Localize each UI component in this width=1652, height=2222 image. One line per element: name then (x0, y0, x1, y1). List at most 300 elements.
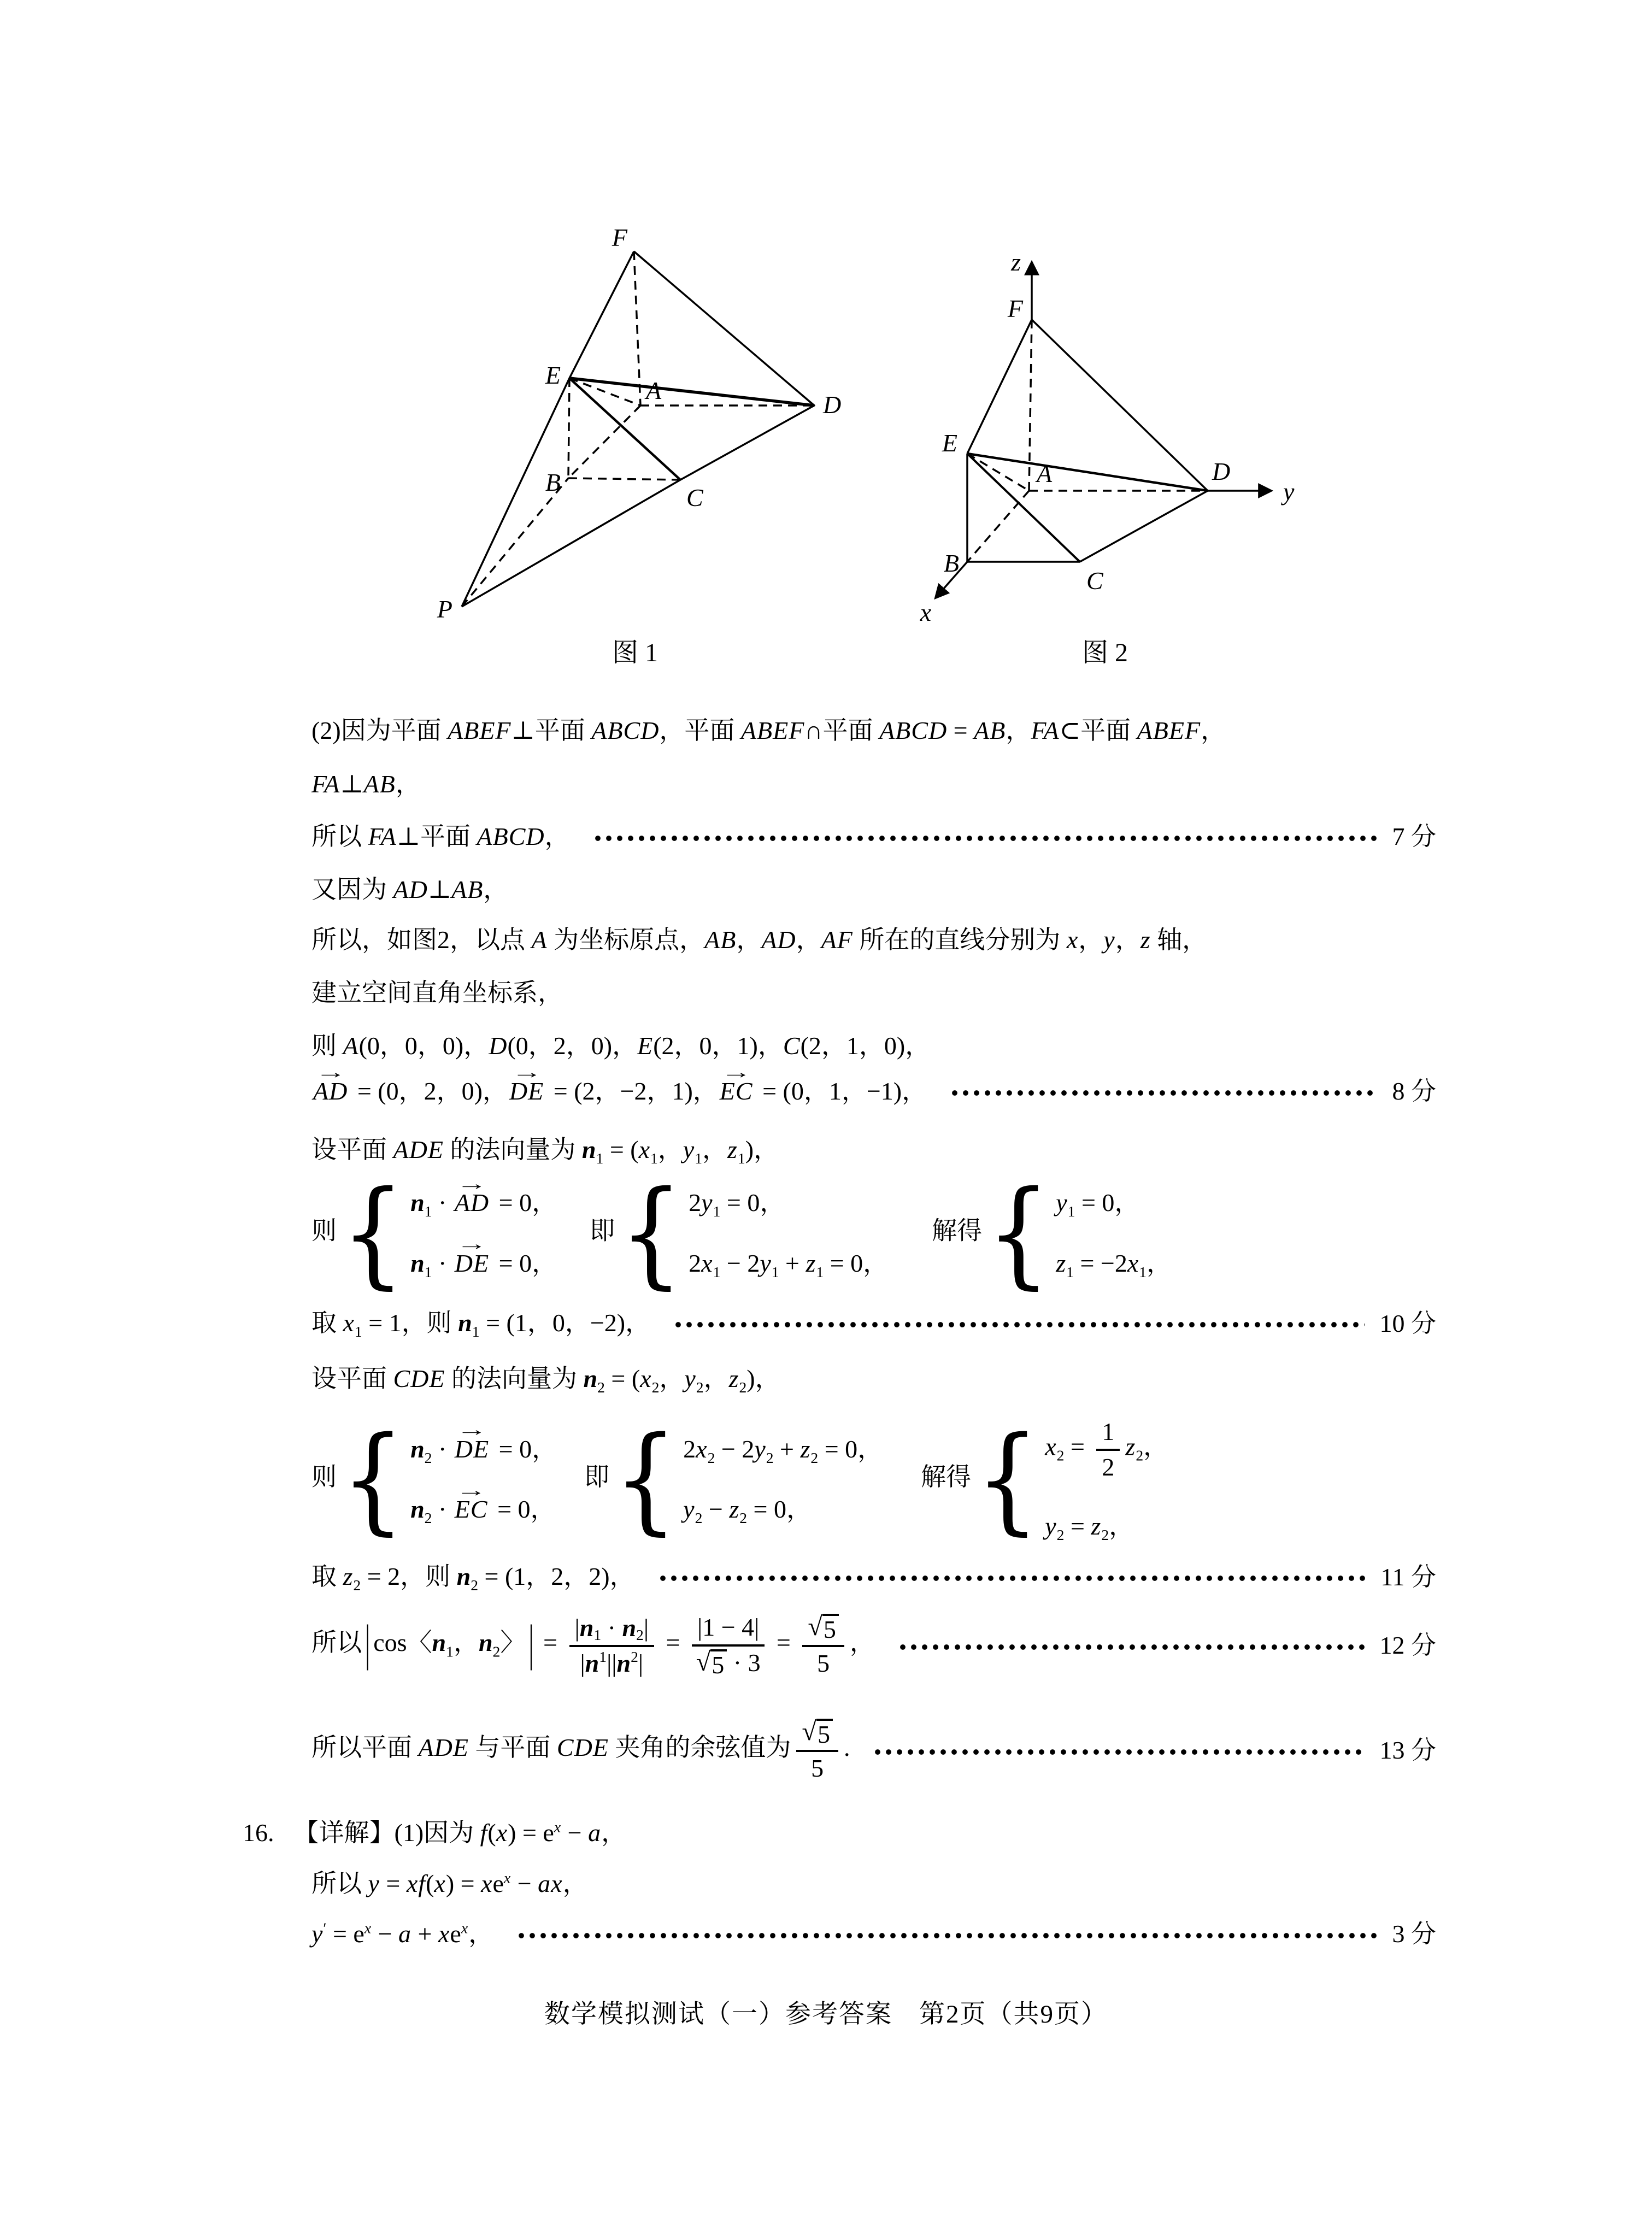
line-y-prime-derivative (311, 1918, 1436, 1950)
subscript: 1 (446, 1643, 454, 1660)
math-variable: ABCD (477, 822, 545, 850)
system-row (410, 1234, 557, 1280)
text-run: = 0， (720, 1189, 785, 1216)
text-run: 取 (311, 1309, 343, 1337)
subscript: 2 (1101, 1526, 1109, 1543)
math-variable: AB (974, 716, 1006, 744)
fig2-hidden-edges (967, 320, 1208, 562)
math-variable: AB (363, 770, 396, 798)
fraction (796, 1717, 838, 1783)
fraction (802, 1612, 844, 1678)
fraction-denominator (580, 1647, 643, 1678)
vector-over-arrow-term (454, 1420, 490, 1465)
text-run: = (2，−2，1)， (547, 1077, 718, 1105)
fraction-numerator (569, 1613, 655, 1647)
subscript: 1 (424, 1203, 432, 1220)
subscript: 2 (353, 1577, 361, 1594)
fig2-edge-C-D (1080, 491, 1208, 562)
text-run: = 0， (747, 1495, 812, 1524)
text-run: = 0， (492, 1435, 557, 1463)
vector-arrow-icon: → (721, 1062, 752, 1083)
subscript: 2 (810, 1449, 819, 1466)
subscript: 1 (713, 1263, 721, 1280)
math-variable: x (434, 1870, 446, 1897)
text-run: 所在的直线分别为 (853, 926, 1067, 954)
text-run: = (1，0，−2)， (479, 1309, 651, 1337)
text-run: ⊥ (340, 770, 364, 798)
text-run: 所以，如图2，以点 (311, 926, 532, 954)
subscript: 2 (739, 1379, 747, 1396)
subscript: 2 (695, 1509, 703, 1527)
math-variable: y (701, 1189, 713, 1216)
math-variable: E (637, 1032, 654, 1060)
subscript: 1 (593, 1626, 602, 1643)
text-run: 所以平面 (311, 1733, 419, 1762)
math-variable: DE (454, 1249, 490, 1277)
formula-content (311, 1363, 780, 1395)
line-n2-definition (311, 1363, 1436, 1395)
formula-content (311, 1918, 493, 1950)
fig1-label-F: F (612, 224, 627, 251)
math-variable: ax (538, 1870, 563, 1897)
fraction (1096, 1416, 1120, 1482)
text-run: ( (426, 1870, 434, 1897)
math-vector-symbol: n (581, 1136, 596, 1163)
system-row (1045, 1510, 1168, 1543)
math-variable: x (343, 1309, 355, 1337)
line-q16-detail-start (243, 1817, 1436, 1849)
system-rows (1056, 1187, 1172, 1280)
line-cos-angle-calculation (311, 1612, 1436, 1678)
subscript: 1 (737, 1150, 745, 1167)
math-variable: a (588, 1819, 602, 1847)
text-run: 解得 (921, 1462, 972, 1491)
subscript: 2 (739, 1509, 748, 1527)
text-run: + (773, 1435, 801, 1463)
subscript: 1 (1067, 1203, 1075, 1220)
score-label: 12 分 (1379, 1631, 1436, 1659)
formula-content (311, 1166, 1183, 1301)
text-run: ， (736, 926, 762, 954)
text-run: . (843, 1733, 850, 1762)
fig1-edge-B-C (568, 478, 680, 480)
equation-system: { $2x_2 - 2y_2 + z_2 = 0$， $y_2 - z_2 = 0$， (614, 1412, 883, 1547)
subscript: 2 (424, 1509, 432, 1527)
radical-sign-icon: √ (696, 1647, 711, 1677)
math-variable: y (1045, 1512, 1057, 1540)
math-variable: AD (454, 1189, 490, 1216)
math-vector-symbol: n (616, 1649, 631, 1677)
text-run: = (1，2，2)， (478, 1562, 635, 1590)
fraction (692, 1612, 765, 1678)
fig1-edge-E-D (569, 378, 814, 405)
text-run: ， (657, 1136, 683, 1163)
math-vector-symbol: n (410, 1495, 425, 1524)
fig1-solid-edges (462, 251, 814, 607)
math-variable: y (311, 1920, 324, 1948)
fraction (569, 1613, 655, 1678)
square-root (696, 1649, 727, 1678)
fig2-label-A: A (1037, 460, 1053, 487)
math-variable: y (754, 1435, 766, 1463)
math-variable: EC (454, 1495, 488, 1524)
text-run: 解得 (932, 1216, 983, 1245)
subscript: 2 (597, 1379, 605, 1396)
text-run: = 0， (492, 1189, 557, 1216)
math-variable: ADE (418, 1733, 469, 1762)
math-variable: z (1125, 1432, 1136, 1461)
text-run: = e (326, 1920, 365, 1948)
text-run: ， (468, 1920, 494, 1948)
text-run: ， (849, 1629, 875, 1657)
text-run: ， (483, 875, 509, 903)
vector-arrow-icon: → (315, 1062, 346, 1083)
math-variable: x (1045, 1432, 1057, 1461)
text-run: ⊥ (427, 875, 452, 903)
system-row (683, 1494, 883, 1526)
text-run: e (492, 1870, 504, 1897)
text-run: ( (487, 1819, 496, 1847)
formula-content (311, 1561, 635, 1593)
text-run: = 0， (491, 1495, 556, 1524)
text-run: (2，0，1)， (653, 1032, 783, 1060)
text-run: |1 − 4| (697, 1613, 760, 1641)
radicand (816, 1719, 833, 1748)
fig2-label-E: E (942, 429, 957, 457)
math-vector-symbol: n (579, 1613, 594, 1642)
text-run: ， (395, 770, 421, 798)
line-n1-equation-system (311, 1166, 1436, 1301)
fig1-label-A: A (646, 377, 662, 404)
text-run: 【详解】(1)因为 (293, 1819, 480, 1847)
equation-system: { $n_2$ · → DE = 0， $n_2$ · → EC = 0， (341, 1412, 557, 1547)
vector-over-arrow-term (313, 1062, 348, 1107)
text-run: 与平面 (468, 1733, 557, 1762)
system-rows (410, 1173, 557, 1280)
radicand (822, 1614, 839, 1643)
text-run: (0，0，0)， (358, 1032, 489, 1060)
figure-2-coordinate-solid (874, 180, 1394, 683)
math-variable: z (727, 1136, 738, 1163)
text-run: | (638, 1649, 644, 1677)
formula-content (311, 924, 1207, 956)
text-run: ， (1109, 1512, 1134, 1540)
math-variable: A (343, 1032, 359, 1060)
math-vector-symbol: n (622, 1613, 637, 1642)
system-row (689, 1187, 888, 1219)
text-run: ⊂平面 (1059, 716, 1137, 744)
fig1-edge-E-B (568, 378, 569, 478)
text-run: )， (746, 1365, 780, 1392)
absolute-value-bar: | (365, 1614, 371, 1671)
text-run: = ( (604, 1365, 640, 1392)
text-run: (2)因为平面 (311, 716, 448, 744)
subscript: 2 (707, 1449, 715, 1466)
formula-content (311, 1868, 588, 1900)
fig1-vertex-labels (437, 224, 841, 667)
math-vector-symbol: n (410, 1435, 425, 1463)
subscript: 1 (816, 1263, 824, 1280)
page-footer: 数学模拟测试（一）参考答案 第2页（共9页） (544, 2000, 1108, 2029)
figure-1-folded-solid (383, 180, 929, 683)
fig1-label-D: D (823, 391, 842, 419)
fig2-label-y: y (1283, 478, 1295, 505)
text-run: · (432, 1495, 453, 1524)
text-run: | (574, 1613, 580, 1642)
math-variable: DE (509, 1077, 544, 1105)
math-variable: x (1066, 926, 1079, 954)
text-run: 1 (1102, 1418, 1115, 1445)
text-run: 所以 (311, 1870, 368, 1897)
radical-sign-icon: √ (802, 1717, 816, 1746)
math-vector-symbol: n (478, 1629, 493, 1657)
text-run: 即 (584, 1462, 610, 1491)
system-row (1045, 1416, 1168, 1482)
fig1-edge-A-B (568, 405, 640, 478)
text-run: 16. (243, 1819, 274, 1847)
vector-over-arrow-term (454, 1234, 490, 1279)
line-n1-result (311, 1307, 1436, 1339)
fraction-numerator (1096, 1416, 1120, 1451)
vector-arrow-icon: → (456, 1480, 487, 1501)
formula-content (311, 821, 570, 853)
subscript: 2 (471, 1577, 479, 1594)
text-run: 又因为 (311, 875, 393, 903)
text-run: 则 (311, 1216, 337, 1245)
system-row (1056, 1248, 1172, 1280)
fig1-edge-F-E-P (462, 251, 634, 607)
text-run: ⊥平面 (511, 716, 592, 744)
text-run: 5 (817, 1649, 830, 1678)
text-run: 所以 (311, 822, 368, 850)
fraction-numerator (692, 1612, 765, 1647)
fig2-edge-A-B (967, 491, 1029, 562)
vector-over-arrow-term (509, 1062, 544, 1107)
text-run: = 0， (824, 1249, 889, 1277)
text-run: − (702, 1495, 730, 1524)
text-run: = 1，则 (362, 1309, 458, 1337)
score-label: 7 分 (1392, 822, 1436, 850)
line-y-equals-xfx (311, 1868, 1436, 1900)
text-run: 2 (689, 1249, 702, 1277)
fraction-denominator (696, 1647, 761, 1678)
text-run: 的法向量为 (443, 1136, 582, 1163)
vector-arrow-icon: → (456, 1173, 487, 1194)
subscript: 1 (650, 1150, 658, 1167)
math-variable: x (640, 1365, 652, 1392)
square-root (808, 1613, 839, 1643)
text-run: 5 (823, 1615, 836, 1643)
vector-over-arrow-term (454, 1173, 490, 1219)
subscript: 1 (472, 1323, 480, 1341)
math-variable: ABEF (1137, 716, 1201, 744)
text-run: 轴， (1150, 926, 1208, 954)
math-variable: y (368, 1870, 380, 1897)
text-run: = 0， (1075, 1189, 1140, 1216)
line-fa-perp-ab (311, 768, 1436, 800)
formula-content (311, 768, 421, 800)
vector-arrow-icon: → (456, 1420, 487, 1441)
fig1-caption: 图 1 (612, 638, 659, 667)
text-run: | (643, 1613, 649, 1642)
text-run: − (511, 1870, 538, 1897)
dotted-leader (660, 1575, 1366, 1582)
fig2-edge-E-D (967, 454, 1208, 491)
math-variable: y (760, 1249, 772, 1277)
superscript: x (503, 1869, 512, 1886)
text-run: = 0， (492, 1249, 557, 1277)
math-variable: CDE (556, 1733, 609, 1762)
text-run: = ( (603, 1136, 639, 1163)
text-run: 5 (712, 1650, 725, 1679)
line-vector-coordinates (311, 1062, 1436, 1107)
equation-system: { $y_1 = 0$， $z_1 = -2x_1$， (986, 1166, 1172, 1301)
score-label: 8 分 (1392, 1077, 1436, 1105)
formula-content (243, 1817, 626, 1849)
system-rows (410, 1420, 557, 1527)
text-run: + (411, 1920, 438, 1948)
text-run: = (0，1，−1)， (756, 1077, 927, 1105)
fig2-label-z: z (1011, 248, 1021, 276)
text-run: · (601, 1613, 622, 1642)
text-run: )， (745, 1136, 779, 1163)
fig2-edge-F-E (967, 320, 1032, 454)
math-variable: a (398, 1920, 412, 1948)
fraction-denominator (811, 1752, 824, 1783)
math-variable: z (343, 1562, 354, 1590)
system-rows (683, 1433, 883, 1526)
math-variable: ABEF (740, 716, 805, 744)
math-vector-symbol: n (458, 1309, 472, 1337)
text-run: = 0， (818, 1435, 883, 1463)
math-variable: y (683, 1495, 695, 1524)
vector-over-arrow-term (719, 1062, 753, 1107)
math-variable: z (1056, 1249, 1067, 1277)
math-vector-symbol: n (410, 1249, 425, 1277)
text-run: = (379, 1870, 407, 1897)
text-run: ， (453, 1629, 479, 1657)
math-variable: z (1091, 1512, 1102, 1540)
text-run: 5 (817, 1720, 830, 1748)
system-row (410, 1480, 557, 1527)
text-run: = (1064, 1432, 1091, 1461)
text-run: 5 (811, 1754, 824, 1783)
math-variable: C (783, 1032, 801, 1060)
score-label: 11 分 (1380, 1562, 1436, 1591)
math-variable: DE (454, 1435, 490, 1463)
math-variable: AB (451, 875, 484, 903)
math-variable: x (496, 1819, 508, 1847)
subscript: 2 (1136, 1447, 1144, 1464)
fig1-edge-E-C (569, 378, 680, 480)
math-vector-symbol: n (410, 1189, 425, 1216)
math-variable: CDE (393, 1365, 445, 1392)
text-run: ， (702, 1136, 728, 1163)
square-root (802, 1718, 833, 1748)
dotted-leader (952, 1090, 1377, 1096)
math-variable: x (481, 1870, 493, 1897)
subscript: 2 (651, 1379, 660, 1396)
text-run: = (947, 716, 974, 744)
math-variable: AB (704, 926, 737, 954)
fraction-numerator (796, 1717, 838, 1752)
formula-content (311, 715, 1226, 746)
text-run: || (607, 1649, 617, 1677)
text-run: ， (1006, 716, 1031, 744)
text-run: ∩平面 (804, 716, 880, 744)
absolute-value-bar: | (528, 1614, 534, 1671)
text-run: | (580, 1649, 585, 1677)
formula-content (311, 1612, 875, 1678)
text-run: − (561, 1819, 589, 1847)
line-point-coordinates (311, 1030, 1436, 1062)
radical-sign-icon: √ (808, 1612, 822, 1641)
fig1-label-C: C (686, 484, 703, 512)
text-run: = 2，则 (361, 1562, 457, 1590)
formula-content (311, 1030, 930, 1062)
math-variable: z (1140, 926, 1151, 954)
subscript: 2 (424, 1449, 432, 1466)
fig2-edge-E-C (967, 454, 1080, 562)
math-variable: D (489, 1032, 508, 1060)
fig2-axes (936, 262, 1271, 598)
fig1-edge-P-B (462, 478, 568, 607)
text-run: ， (562, 1870, 588, 1897)
math-variable: AF (821, 926, 853, 954)
score-label: 13 分 (1379, 1736, 1436, 1764)
text-run: ， (1143, 1432, 1169, 1461)
text-run: 设平面 (311, 1365, 393, 1392)
math-variable: AD (761, 926, 796, 954)
fig1-label-E: E (545, 361, 561, 389)
subscript: 1 (1139, 1263, 1147, 1280)
text-run: (2，1，0)， (800, 1032, 931, 1060)
fig2-edge-F-A (1029, 320, 1032, 491)
line-n2-result (311, 1561, 1436, 1593)
fig2-edge-F-D (1032, 320, 1208, 491)
text-run: ，平面 (659, 716, 741, 744)
formula-content (311, 977, 563, 1009)
fig1-edge-F-A (634, 251, 640, 405)
fig2-label-D: D (1212, 457, 1231, 485)
line-setup-axes (311, 924, 1436, 956)
line-final-cosine-answer (311, 1717, 1436, 1783)
subscript: 1 (424, 1263, 432, 1280)
vector-arrow-icon: → (456, 1234, 487, 1255)
text-run: 2 (683, 1435, 696, 1463)
subscript: 1 (354, 1323, 362, 1341)
fig2-label-x: x (920, 598, 931, 626)
line-plane-perpendicular-given (311, 715, 1436, 746)
text-run: − (372, 1920, 399, 1948)
math-variable: ADE (393, 1136, 444, 1163)
system-rows (1045, 1416, 1168, 1543)
text-run: = (537, 1629, 564, 1657)
fraction-denominator (817, 1647, 830, 1678)
math-variable: z (728, 1365, 739, 1392)
text-run: 2 (1102, 1453, 1115, 1481)
text-run: ， (1147, 1249, 1172, 1277)
math-variable: z (806, 1249, 816, 1277)
formula-content (311, 1717, 850, 1783)
text-run: = (0，2，0)， (351, 1077, 508, 1105)
math-variable: z (729, 1495, 740, 1524)
math-variable: f (480, 1819, 488, 1847)
fig2-caption: 图 2 (1081, 638, 1128, 667)
math-variable: x (438, 1920, 450, 1948)
dotted-leader (900, 1644, 1365, 1650)
dotted-leader (675, 1321, 1364, 1328)
